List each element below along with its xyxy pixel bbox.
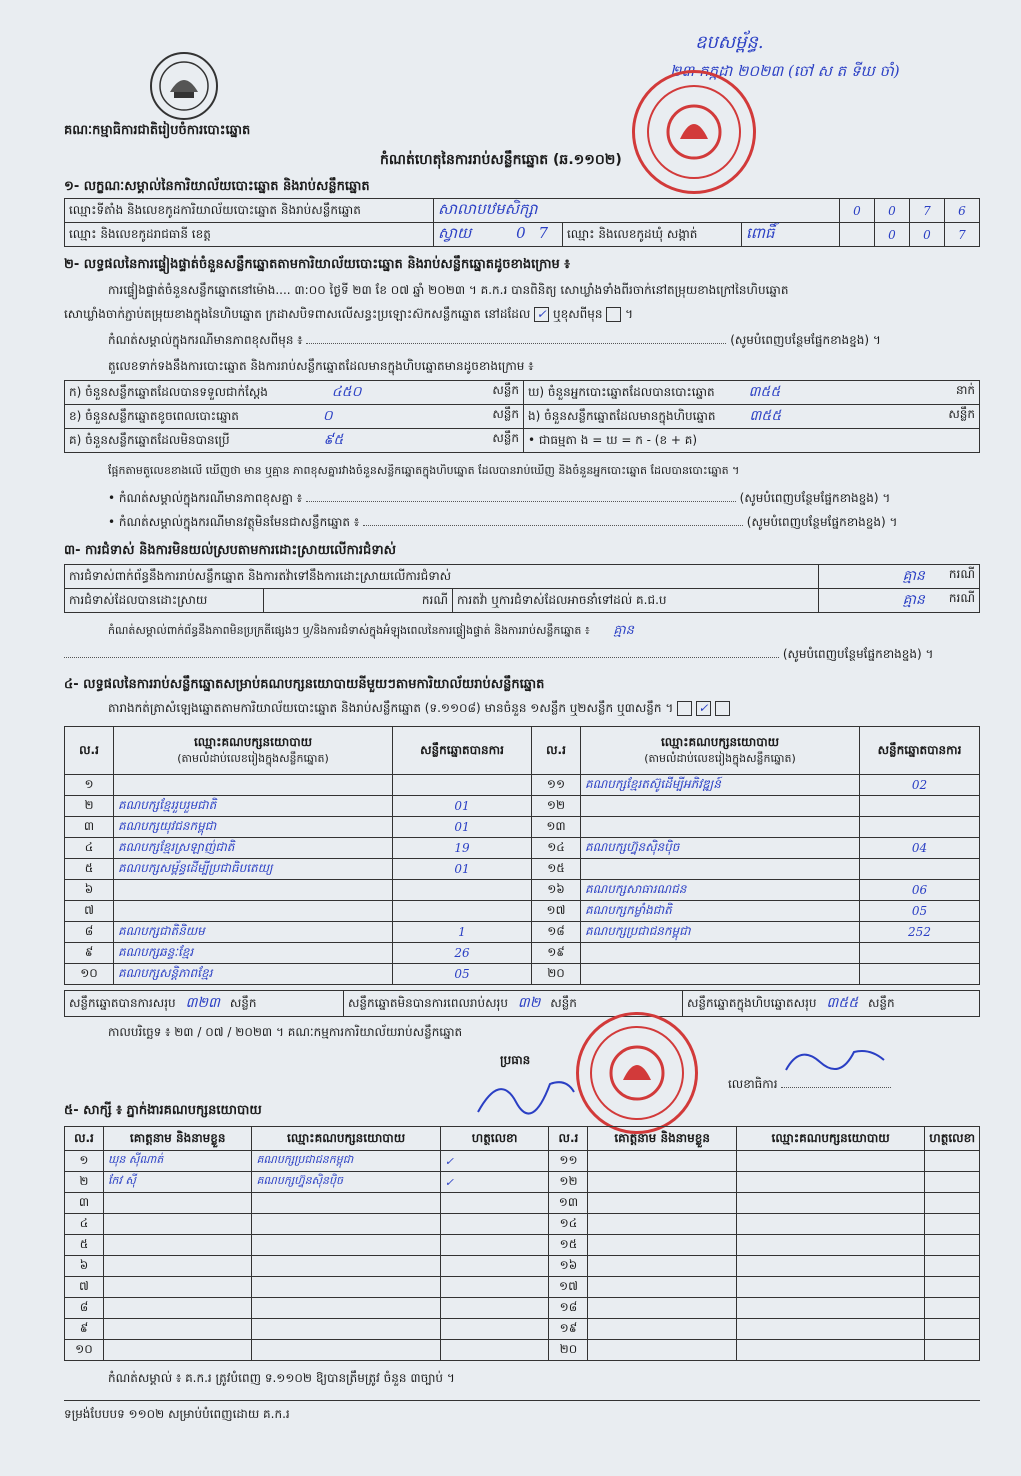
witness-party: [736, 1277, 924, 1298]
party-name: [581, 796, 860, 817]
witness-name: [103, 1277, 252, 1298]
w-col-no-right: ល.រ: [549, 1127, 588, 1151]
final-note: កំណត់សម្គាល់ ៖ គ.ក.រ ត្រូវបំពេញ ទ.១១០២ ឱ្យបានត្រឹមត្រូវ ចំនួន ៣ច្បាប់ ។: [108, 1371, 455, 1385]
section3-table: [64, 564, 980, 613]
bullet-diff: • កំណត់សម្គាល់ក្នុងករណីមានភាពខុសគ្នា ៖ (សូមបំពេញបន្ថែមផ្នែកខាងខ្នង) ។: [108, 491, 891, 505]
witness-no: ១១: [549, 1151, 588, 1172]
col-votes-left: សន្លឹកឆ្នោតបានការ: [393, 727, 532, 775]
section3-title: ៣- ការជំទាស់ និងការមិនយល់ស្របតាមការដោះស្រាយលើការជំទាស់: [64, 543, 396, 558]
witness-no: ៨: [65, 1298, 104, 1319]
party-no: ១១: [532, 775, 581, 796]
party-votes: 19: [393, 838, 532, 859]
sheets-2-checkbox[interactable]: ✓: [696, 701, 711, 716]
result-intro: តួលេខទាក់ទងនឹងការបោះឆ្នោត និងការរាប់សន្លឹកឆ្នោតដែលមានក្នុងហិបឆ្នោតមានដូចខាងក្រោម ៖: [108, 359, 534, 373]
w-col-party-left: ឈ្មោះគណបក្សនយោបាយ: [252, 1127, 440, 1151]
table-row: [65, 1193, 980, 1214]
witness-party: [252, 1277, 440, 1298]
witness-no: ១: [65, 1151, 104, 1172]
party-name: គណបក្សសន្តិភាពខ្មែរ: [114, 964, 393, 985]
table-row: [65, 859, 980, 880]
witness-party: [252, 1319, 440, 1340]
resolved-value: ករណី: [264, 589, 453, 613]
witness-sign: [925, 1340, 980, 1361]
witness-no: ១៦: [549, 1256, 588, 1277]
witness-sign: [440, 1277, 549, 1298]
party-no: ១៥: [532, 859, 581, 880]
location-label: ឈ្មោះទីតាំង និងលេខកូដការិយាល័យបោះឆ្នោត និងរាប់សន្លឹកឆ្នោត: [65, 199, 434, 223]
party-votes: 06: [860, 880, 980, 901]
witness-sign: [440, 1256, 549, 1277]
table-row: [65, 901, 980, 922]
party-votes: 04: [860, 838, 980, 859]
sheets-3-checkbox[interactable]: [715, 701, 730, 716]
footer-text: ទម្រង់បែបបទ ១១០២ សម្រាប់បំពេញដោយ គ.ក.រ: [64, 1407, 290, 1421]
witness-sign: [440, 1214, 549, 1235]
secretary-label: លេខាធិការ: [728, 1076, 891, 1094]
party-votes: [393, 901, 532, 922]
w-col-sign-left: ហត្ថលេខា: [440, 1127, 549, 1151]
table-row: [65, 964, 980, 985]
formula: • ជាធម្មតា ង = ឃ = ក - (ខ + គ): [524, 429, 980, 453]
party-name: [581, 859, 860, 880]
table-row: [65, 1277, 980, 1298]
witness-name: [103, 1340, 252, 1361]
objection-label: ការជំទាស់ពាក់ព័ន្ធនឹងការរាប់សន្លឹកឆ្នោត និងការតវ៉ាទៅនឹងការដោះស្រាយលើការជំទាស់: [65, 565, 819, 589]
w-col-sign-right: ហត្ថលេខា: [925, 1127, 980, 1151]
appeal-label: ការតវ៉ា ឬការជំទាស់ដែលអាចនាំទៅដល់ គ.ជ.ប: [453, 589, 819, 613]
witness-party: [736, 1319, 924, 1340]
witness-name: [588, 1298, 737, 1319]
table-row: [65, 817, 980, 838]
witness-name: កែវ ស៊ី: [103, 1172, 252, 1193]
commune-code-3: 7: [945, 223, 980, 247]
witness-no: ១៤: [549, 1214, 588, 1235]
table-row: [65, 1172, 980, 1193]
table-row: [65, 922, 980, 943]
witness-no: ៥: [65, 1235, 104, 1256]
party-votes: [860, 817, 980, 838]
section5-title: ៥- សាក្សី ៖ ភ្នាក់ងារគណបក្សនយោបាយ: [64, 1103, 262, 1118]
party-name: គណបក្សសម្ព័ន្ធដើម្បីប្រជាធិបតេយ្យ: [114, 859, 393, 880]
witness-sign: [925, 1235, 980, 1256]
party-name: [581, 817, 860, 838]
resolved-label: ការជំទាស់ដែលបានដោះស្រាយ: [65, 589, 264, 613]
party-votes: 01: [393, 796, 532, 817]
table-row: [65, 880, 980, 901]
section1-table: [64, 198, 980, 247]
location-code-3: 7: [910, 199, 945, 223]
corner-note: ឧបសម្ព័ន្ធ.: [695, 32, 764, 53]
commune-value: ពោធិ៍: [742, 223, 840, 247]
witness-name: [588, 1256, 737, 1277]
commune-code-2: 0: [910, 223, 945, 247]
witness-sign: ✓: [440, 1151, 549, 1172]
witness-sign: [925, 1277, 980, 1298]
location-code-4: 6: [945, 199, 980, 223]
party-votes: [860, 796, 980, 817]
section3-note: កំណត់សម្គាល់ពាក់ព័ន្ធនឹងភាពមិនប្រក្រតីផ្សេងៗ ឬ/និងការជំទាស់ក្នុងអំឡុងពេលនៃការផ្ទៀងផ្ទាត់ និងការរាប់សន្លឹកឆ្នោត ៖ គ្មាន: [108, 623, 634, 638]
witness-no: ១៥: [549, 1235, 588, 1256]
witness-sign: [925, 1319, 980, 1340]
party-votes: 01: [393, 817, 532, 838]
witness-name: [103, 1298, 252, 1319]
party-no: ១៤: [532, 838, 581, 859]
witness-sign: ✓: [440, 1172, 549, 1193]
party-no: ១៧: [532, 901, 581, 922]
party-name: គណបក្សសាធារណជន: [581, 880, 860, 901]
section2-table: [64, 380, 980, 453]
witness-name: [588, 1235, 737, 1256]
witness-sign: [440, 1193, 549, 1214]
witness-name: [588, 1340, 737, 1361]
col-party-left: ឈ្មោះគណបក្សនយោបាយ (តាមលំដាប់លេខរៀងក្នុងសន្លឹកឆ្នោត): [114, 727, 393, 775]
totals-table: [64, 990, 980, 1017]
results-table: [64, 726, 980, 985]
party-name: គណបក្សខ្មែរតស៊ូដើម្បីអភិវឌ្ឍន៍: [581, 775, 860, 796]
commune-code-0: [840, 223, 875, 247]
party-no: ១: [65, 775, 114, 796]
witness-name: [103, 1193, 252, 1214]
party-no: ១៩: [532, 943, 581, 964]
table-row: [65, 796, 980, 817]
province-label: ឈ្មោះ និងលេខកូដរាជធានី ខេត្ត: [65, 223, 434, 247]
witness-party: [252, 1256, 440, 1277]
witness-no: ៧: [65, 1277, 104, 1298]
w-col-no-left: ល.រ: [65, 1127, 104, 1151]
item-b: ខ) ចំនួនសន្លឹកឆ្នោតខូចពេលបោះឆ្នោត ០ សន្លឹក: [65, 405, 524, 429]
witness-name: ឃុន ស៊ីណាត់: [103, 1151, 252, 1172]
party-no: ២០: [532, 964, 581, 985]
item-c: គ) ចំនួនសន្លឹកឆ្នោតដែលមិនបានប្រើ ៩៥ សន្លឹក: [65, 429, 524, 453]
location-code-1: 0: [840, 199, 875, 223]
witness-sign: [925, 1214, 980, 1235]
table-row: [65, 838, 980, 859]
chair-signature: [470, 1062, 580, 1122]
check-line: ផ្អែកតាមតួលេខខាងលើ ឃើញថា មាន ឬគ្មាន ភាពខុសគ្នារវាងចំនួនសន្លឹកឆ្នោតក្នុងហិបឆ្នោត ដែលបានរាប់ឃើញ និងចំនួនអ្នកបោះឆ្នោត ដែលបានបោះឆ្នោត ។: [108, 464, 740, 477]
total-valid: សន្លឹកឆ្នោតបានការសរុប ៣២៣ សន្លឹក: [65, 991, 344, 1017]
secretary-signature: [780, 1040, 890, 1080]
location-code-2: 0: [875, 199, 910, 223]
party-votes: [860, 964, 980, 985]
party-name: [581, 943, 860, 964]
witness-no: ៣: [65, 1193, 104, 1214]
party-name: គណបក្សហ្វ៊ុនស៊ិនប៉ិច: [581, 838, 860, 859]
witness-party: [736, 1214, 924, 1235]
party-no: ១៣: [532, 817, 581, 838]
witness-no: ១៩: [549, 1319, 588, 1340]
w-col-party-right: ឈ្មោះគណបក្សនយោបាយ: [736, 1127, 924, 1151]
party-no: ៦: [65, 880, 114, 901]
official-seal-bottom: [576, 1012, 698, 1134]
section1-title: ១- លក្ខណៈសម្គាល់នៃការិយាល័យបោះឆ្នោត និងរាប់សន្លឹកឆ្នោត: [64, 179, 370, 194]
party-name: គណបក្សប្រជាជនកម្ពុជា: [581, 922, 860, 943]
bullet-foreign: • កំណត់សម្គាល់ក្នុងករណីមានវត្ថុមិនមែនជាសន្លឹកឆ្នោត ៖ (សូមបំពេញបន្ថែមផ្នែកខាងខ្នង) ។: [108, 515, 898, 529]
w-col-name-right: គោត្តនាម និងនាមខ្លួន: [588, 1127, 737, 1151]
witness-party: [736, 1256, 924, 1277]
party-votes: [860, 859, 980, 880]
witness-party: [736, 1235, 924, 1256]
table-row: [65, 775, 980, 796]
party-name: [114, 901, 393, 922]
party-votes: 252: [860, 922, 980, 943]
witness-party: [736, 1298, 924, 1319]
party-no: ៥: [65, 859, 114, 880]
corner-note-line2: ២៣ កក្កដា ២០២៣ (ចៅ ស ត ទីឃ ចាំ): [670, 62, 900, 80]
table-row: [65, 1340, 980, 1361]
party-votes: 02: [860, 775, 980, 796]
witness-sign: [440, 1235, 549, 1256]
section4-subtitle: តារាងកត់ត្រាសំឡេងឆ្នោតតាមការិយាល័យបោះឆ្នោត និងរាប់សន្លឹកឆ្នោត (ទ.១១០៨) មានចំនួន ១សន្លឹក ឬ២សន្លឹក ឬ៣សន្លឹក ។ ✓: [108, 700, 730, 718]
witness-no: ១៣: [549, 1193, 588, 1214]
party-name: [581, 964, 860, 985]
item-d: ឃ) ចំនួនអ្នកបោះឆ្នោតដែលបានបោះឆ្នោត ៣៥៥ នាក់: [524, 381, 980, 405]
witness-name: [588, 1193, 737, 1214]
witness-table: [64, 1126, 980, 1361]
total-box: សន្លឹកឆ្នោតក្នុងហិបឆ្នោតសរុប ៣៥៥ សន្លឹក: [683, 991, 980, 1017]
party-votes: 01: [393, 859, 532, 880]
witness-party: [252, 1214, 440, 1235]
party-no: ១៦: [532, 880, 581, 901]
col-party-right: ឈ្មោះគណបក្សនយោបាយ (តាមលំដាប់លេខរៀងក្នុងសន្លឹកឆ្នោត): [581, 727, 860, 775]
party-no: ១៨: [532, 922, 581, 943]
witness-sign: [440, 1340, 549, 1361]
footer-line: [64, 1400, 980, 1401]
section2-note: កំណត់សម្គាល់ក្នុងករណីមានភាពខុសពីមុន ៖ (សូមបំពេញបន្ថែមផ្នែកខាងខ្នង) ។: [108, 333, 881, 347]
appeal-value: គ្មាន ករណី: [818, 589, 979, 613]
witness-party: [736, 1340, 924, 1361]
witness-no: ២: [65, 1172, 104, 1193]
party-no: ៩: [65, 943, 114, 964]
witness-name: [588, 1214, 737, 1235]
party-name: គណបក្សកម្លាំងជាតិ: [581, 901, 860, 922]
witness-name: [588, 1277, 737, 1298]
party-votes: [860, 943, 980, 964]
party-no: ៧: [65, 901, 114, 922]
witness-no: ១៨: [549, 1298, 588, 1319]
witness-party: គណបក្សប្រជាជនកម្ពុជា: [252, 1151, 440, 1172]
section4-title: ៤- លទ្ធផលនៃការរាប់សន្លឹកឆ្នោតសម្រាប់គណបក្សនយោបាយនីមួយៗតាមការិយាល័យរាប់សន្លឹកឆ្នោត: [64, 677, 545, 692]
witness-name: [103, 1319, 252, 1340]
item-e: ង) ចំនួនសន្លឹកឆ្នោតដែលមានក្នុងហិបឆ្នោត ៣៥៥ សន្លឹក: [524, 405, 980, 429]
commune-code-1: 0: [875, 223, 910, 247]
party-name: គណបក្សខ្មែររួបរួមជាតិ: [114, 796, 393, 817]
party-votes: [393, 775, 532, 796]
total-invalid: សន្លឹកឆ្នោតមិនបានការពេលរាប់សរុប ៣២ សន្លឹក: [344, 991, 683, 1017]
item-a: ក) ចំនួនសន្លឹកឆ្នោតដែលបានទទួលជាក់ស្តែង ៤៥០ សន្លឹក: [65, 381, 524, 405]
party-name: គណបក្សជាតិនិយម: [114, 922, 393, 943]
section3-note-line2: (សូមបំពេញបន្ថែមផ្នែកខាងខ្នង) ។: [64, 646, 980, 664]
party-no: ៣: [65, 817, 114, 838]
witness-name: [103, 1235, 252, 1256]
witness-party: [736, 1172, 924, 1193]
table-row: [65, 1235, 980, 1256]
witness-sign: [925, 1151, 980, 1172]
party-votes: 1: [393, 922, 532, 943]
official-seal-top: [632, 70, 756, 194]
party-name: គណបក្សយុវជនកម្ពុជា: [114, 817, 393, 838]
witness-no: ១២: [549, 1172, 588, 1193]
witness-name: [103, 1256, 252, 1277]
col-no-left: ល.រ: [65, 727, 114, 775]
witness-name: [588, 1319, 737, 1340]
table-row: [65, 1319, 980, 1340]
witness-party: [252, 1193, 440, 1214]
party-no: ១០: [65, 964, 114, 985]
section2-line2: សោឃ្លាំងចាក់ភ្ជាប់តម្រុយខាងក្នុងនៃហិបឆ្នោត ក្រដាសបិទពាសលើសន្ធះប្រឡោះស៊កសន្លឹកឆ្នោត នៅដដែល ✓ ឬខុសពីមុន ។: [64, 307, 634, 321]
commune-label: ឈ្មោះ និងលេខកូដឃុំ សង្កាត់: [563, 223, 742, 247]
objection-value: គ្មាន ករណី: [818, 565, 979, 589]
committee-name: គណៈកម្មាធិការជាតិរៀបចំការបោះឆ្នោត: [64, 123, 251, 138]
witness-no: ៩: [65, 1319, 104, 1340]
section2-title: ២- លទ្ធផលនៃការផ្ទៀងផ្ទាត់ចំនួនសន្លឹកឆ្នោតតាមការិយាល័យបោះឆ្នោត និងរាប់សន្លឹកឆ្នោតដូចខាងក្រោម ៖: [64, 257, 570, 272]
location-value: សាលាបឋមសិក្សា: [434, 199, 840, 223]
chair-label: ប្រធាន: [500, 1053, 531, 1067]
witness-name: [588, 1151, 737, 1172]
party-no: ៤: [65, 838, 114, 859]
form-title: កំណត់ហេតុនៃការរាប់សន្លឹកឆ្នោត (ឆ.១១០២): [380, 152, 622, 168]
col-votes-right: សន្លឹកឆ្នោតបានការ: [860, 727, 980, 775]
witness-name: [103, 1214, 252, 1235]
party-votes: 05: [860, 901, 980, 922]
emblem-icon: [150, 52, 218, 120]
party-votes: 05: [393, 964, 532, 985]
witness-name: [588, 1172, 737, 1193]
date-line: កាលបរិច្ឆេទ ៖ ២៣ / ០៧ / ២០២៣ ។ គណៈកម្មការការិយាល័យរាប់សន្លឹកឆ្នោត: [108, 1025, 463, 1039]
witness-no: ២០: [549, 1340, 588, 1361]
witness-no: ៤: [65, 1214, 104, 1235]
party-name: គណបក្សឆន្ទៈខ្មែរ: [114, 943, 393, 964]
party-no: ២: [65, 796, 114, 817]
witness-no: ៦: [65, 1256, 104, 1277]
same-checkbox[interactable]: ✓: [534, 307, 549, 322]
witness-party: គណបក្សហ្វ៊ុនស៊ិនប៉ិច: [252, 1172, 440, 1193]
witness-no: ១០: [65, 1340, 104, 1361]
witness-party: [736, 1151, 924, 1172]
party-votes: [393, 880, 532, 901]
witness-sign: [440, 1319, 549, 1340]
party-no: ៨: [65, 922, 114, 943]
province-value: ស្វាយ 0 7: [434, 223, 563, 247]
table-row: [65, 943, 980, 964]
witness-no: ១៧: [549, 1277, 588, 1298]
party-votes: 26: [393, 943, 532, 964]
w-col-name-left: គោត្តនាម និងនាមខ្លួន: [103, 1127, 252, 1151]
witness-party: [252, 1235, 440, 1256]
party-no: ១២: [532, 796, 581, 817]
witness-party: [252, 1298, 440, 1319]
table-row: [65, 1151, 980, 1172]
party-name: គណបក្សខ្មែរស្រឡាញ់ជាតិ: [114, 838, 393, 859]
witness-sign: [925, 1172, 980, 1193]
witness-sign: [925, 1193, 980, 1214]
witness-sign: [440, 1298, 549, 1319]
party-name: [114, 880, 393, 901]
witness-party: [252, 1340, 440, 1361]
party-name: [114, 775, 393, 796]
col-no-right: ល.រ: [532, 727, 581, 775]
witness-sign: [925, 1256, 980, 1277]
table-row: [65, 1214, 980, 1235]
sheets-1-checkbox[interactable]: [677, 701, 692, 716]
table-row: [65, 1298, 980, 1319]
table-row: [65, 1256, 980, 1277]
witness-party: [736, 1193, 924, 1214]
witness-sign: [925, 1298, 980, 1319]
section2-line1: ការផ្ទៀងផ្ទាត់ចំនួនសន្លឹកឆ្នោតនៅម៉ោង.... ៣:០០ ថ្ងៃទី ២៣ ខែ ០៧ ឆ្នាំ ២០២៣ ។ គ.ក.រ បានពិនិត្យ សោឃ្លាំងទាំងពីរចាក់នៅតម្រុយខាងក្រៅនៃហិបឆ្នោត: [108, 283, 789, 297]
changed-checkbox[interactable]: [606, 307, 621, 322]
